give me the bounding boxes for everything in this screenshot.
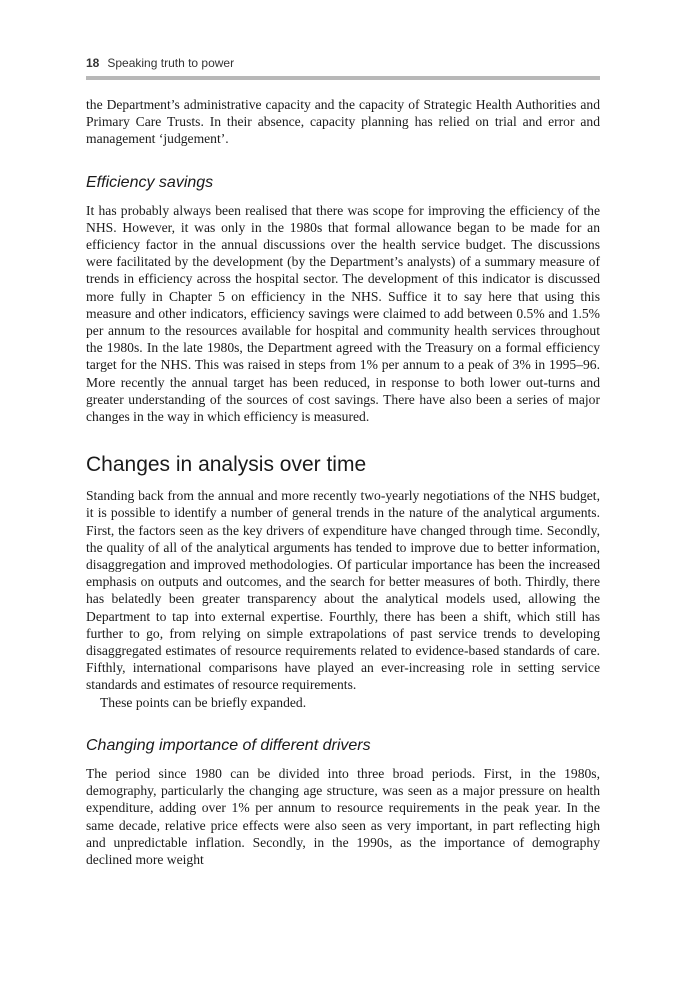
paragraph-drivers: The period since 1980 can be divided into three broad periods. First, in the 1980s, demography, particularly the changing age structure, was seen as a major pressure on health expenditure, adding over 1% per annum to resource requirements in the peak year. In the same decade, relative price effects were also seen as very important, in part reflecting high and unpredictable inflation. Secondly, in the 1990s, as the importance of demography declined more weight — [86, 765, 600, 867]
heading-changes-in-analysis: Changes in analysis over time — [86, 453, 367, 477]
book-page — [86, 54, 600, 868]
paragraph-efficiency: It has probably always been realised that there was scope for improving the efficiency of the NHS. However, it was only in the 1980s that formal allowance began to be made for an efficiency factor in the annual discussions over the health service budget. The discussions were facilitated by the development (by the Department’s analysts) of a summary measure of trends in efficiency across the hospital sector. The development of this indicator is discussed more fully in Chapter 5 on efficiency in the NHS. Suffice it to say here that using this measure and other indicators, efficiency savings were claimed to add between 0.5% and 1.5% per annum to the resources available for hospital and community health services throughout the 1980s. In the late 1980s, the Department agreed with the Treasury on a formal efficiency target for the NHS. This was raised in steps from 1% per annum to a peak of 3% in 1995–96. More recently the annual target has been reduced, in response to both lower out-turns and greater understanding of the sources of cost savings. There have also been a series of major changes in the way in which efficiency is measured. — [86, 202, 600, 425]
header-rule — [86, 76, 600, 80]
running-header — [86, 54, 600, 72]
paragraph-points: These points can be briefly expanded. — [100, 694, 307, 710]
paragraph-intro: the Department’s administrative capacity and the capacity of Strategic Health Authorities and Primary Care Trusts. In their absence, capacity planning has relied on trial and error and management ‘judgement’. — [86, 97, 600, 147]
paragraph-changes: Standing back from the annual and more recently two-yearly negotiations of the NHS budget, it is possible to identify a number of general trends in the nature of the analytical arguments. First, the factors seen as the key drivers of expenditure have changed through time. Secondly, the quality of all of the analytical arguments has tended to improve due to better information, disaggregation and improved methodologies. Of particular importance has been the increased emphasis on outputs and outcomes, and the search for better measures of both. Thirdly, there has belatedly been greater transparency about the analytical models used, allowing the Department to tap into external expertise. Fourthly, there has been a shift, which still has further to go, from relying on simple extrapolations of past service trends to developing disaggregated estimates of resource requirements related to evidence-based standards of care. Fifthly, international comparisons have played an ever-increasing role in setting service standards and estimates of resource requirements. — [86, 488, 600, 693]
heading-changing-drivers: Changing importance of different drivers — [86, 736, 371, 754]
page-number: 18 — [86, 56, 100, 70]
heading-efficiency-savings: Efficiency savings — [86, 173, 214, 191]
running-title: Speaking truth to power — [107, 56, 235, 70]
